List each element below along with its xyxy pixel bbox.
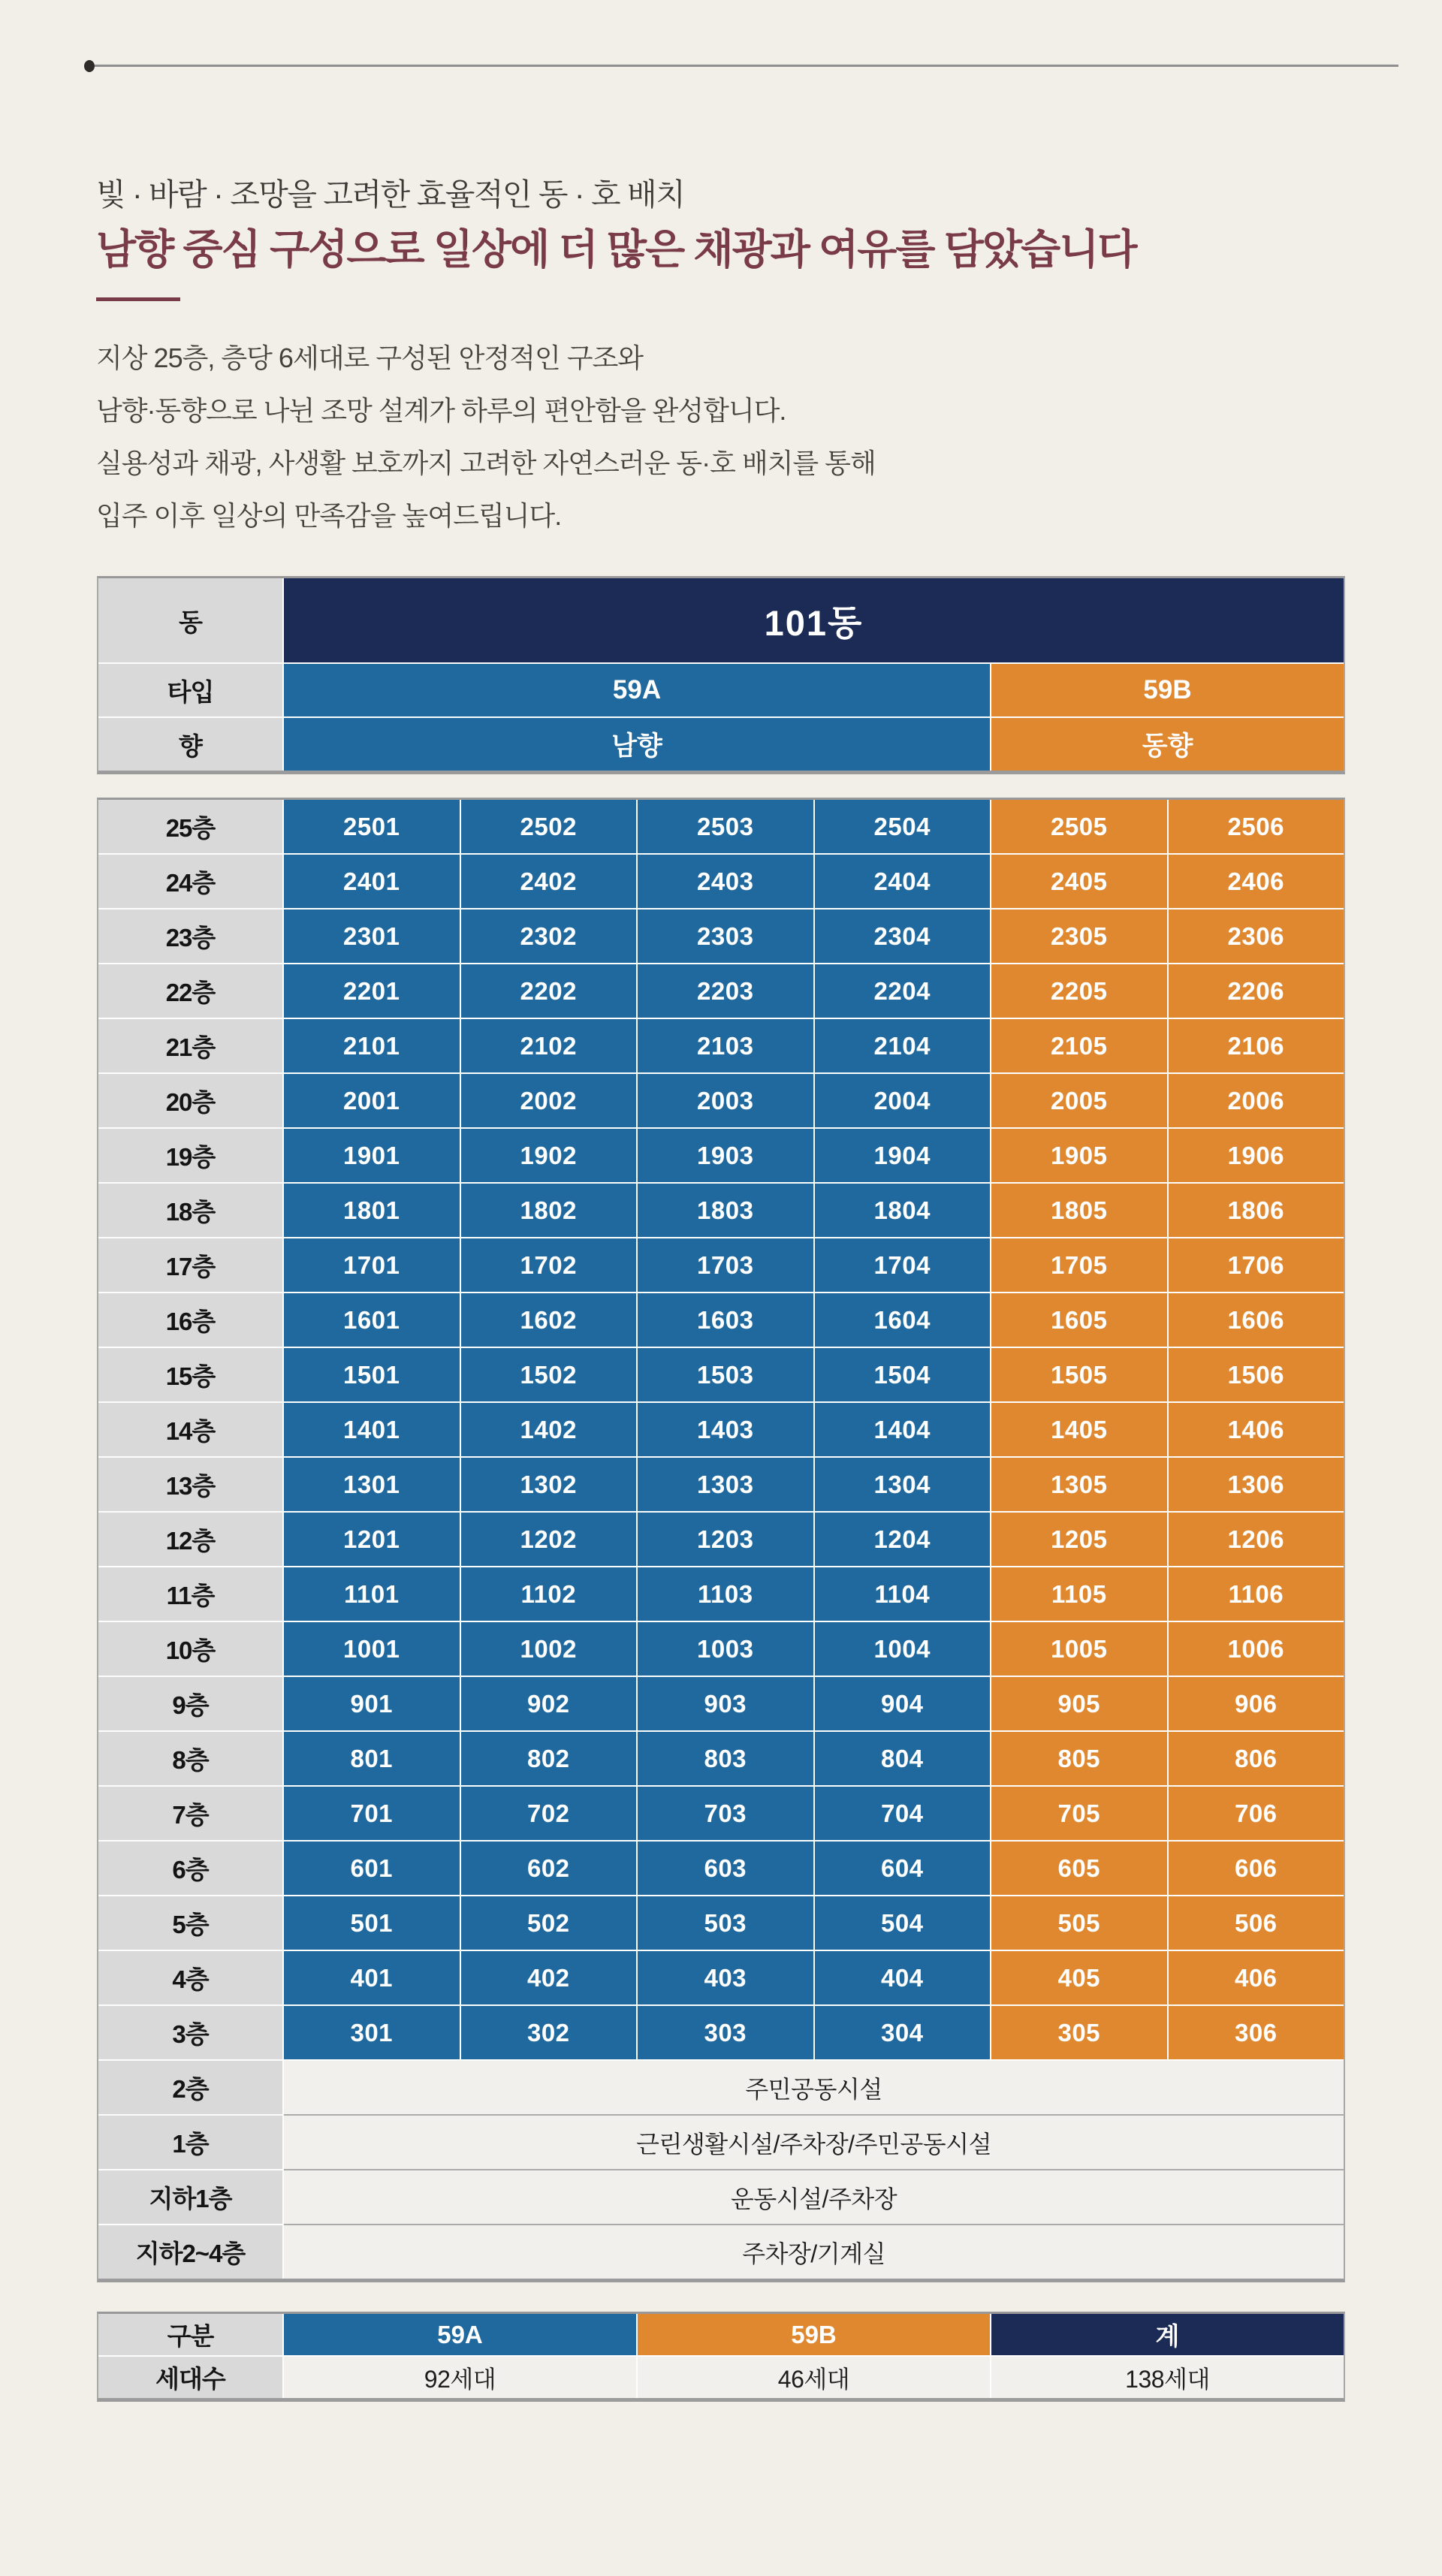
unit-cell: 903 (638, 1677, 813, 1730)
dong-row-label: 동 (98, 578, 282, 662)
floor-label: 17층 (98, 1238, 282, 1292)
count-total: 138세대 (991, 2357, 1344, 2398)
unit-cell: 1601 (284, 1293, 460, 1347)
unit-cell: 1003 (638, 1622, 813, 1676)
floor-label: 5층 (98, 1896, 282, 1950)
unit-cell: 2206 (1169, 964, 1344, 1018)
unit-cell: 1702 (461, 1238, 637, 1292)
unit-cell: 705 (991, 1787, 1167, 1840)
unit-cell: 1504 (815, 1348, 991, 1401)
unit-cell: 2301 (284, 909, 460, 963)
floor-label: 25층 (98, 800, 282, 853)
unit-cell: 1301 (284, 1458, 460, 1511)
unit-cell: 1906 (1169, 1129, 1344, 1182)
unit-cell: 1101 (284, 1567, 460, 1621)
unit-cell: 1803 (638, 1184, 813, 1237)
count-59b: 46세대 (638, 2357, 990, 2398)
floor-label: 22층 (98, 964, 282, 1018)
unit-cell: 1404 (815, 1403, 991, 1456)
unit-cell: 806 (1169, 1732, 1344, 1785)
unit-cell: 2103 (638, 1019, 813, 1072)
unit-cell: 605 (991, 1842, 1167, 1895)
unit-cell: 703 (638, 1787, 813, 1840)
unit-cell: 2503 (638, 800, 813, 853)
unit-cell: 406 (1169, 1951, 1344, 2004)
unit-cell: 1701 (284, 1238, 460, 1292)
unit-cell: 701 (284, 1787, 460, 1840)
unit-cell: 1005 (991, 1622, 1167, 1676)
unit-cell: 301 (284, 2006, 460, 2059)
unit-cell: 2506 (1169, 800, 1344, 853)
unit-cell: 1303 (638, 1458, 813, 1511)
unit-cell: 1805 (991, 1184, 1167, 1237)
unit-cell: 401 (284, 1951, 460, 2004)
unit-cell: 802 (461, 1732, 637, 1785)
unit-cell: 2403 (638, 855, 813, 908)
unit-cell: 1806 (1169, 1184, 1344, 1237)
facility-value: 주차장/기계실 (284, 2225, 1344, 2279)
unit-cell: 2205 (991, 964, 1167, 1018)
facility-value: 운동시설/주차장 (284, 2170, 1344, 2224)
facility-value: 주민공동시설 (284, 2061, 1344, 2114)
unit-cell: 2202 (461, 964, 637, 1018)
unit-cell: 603 (638, 1842, 813, 1895)
floor-label: 8층 (98, 1732, 282, 1785)
unit-cell: 2401 (284, 855, 460, 908)
unit-cell: 1001 (284, 1622, 460, 1676)
unit-cell: 1405 (991, 1403, 1167, 1456)
unit-cell: 805 (991, 1732, 1167, 1785)
unit-cell: 1604 (815, 1293, 991, 1347)
unit-cell: 1402 (461, 1403, 637, 1456)
unit-cell: 1004 (815, 1622, 991, 1676)
unit-cell: 1206 (1169, 1513, 1344, 1566)
title-divider (96, 297, 180, 301)
description-line: 실용성과 채광, 사생활 보호까지 고려한 자연스러운 동·호 배치를 통해 (96, 448, 876, 478)
floor-label: 지하1층 (98, 2170, 282, 2224)
unit-cell: 504 (815, 1896, 991, 1950)
unit-cell: 1706 (1169, 1238, 1344, 1292)
unit-cell: 804 (815, 1732, 991, 1785)
unit-cell: 803 (638, 1732, 813, 1785)
unit-cell: 503 (638, 1896, 813, 1950)
unit-cell: 1305 (991, 1458, 1167, 1511)
building-header-table (97, 576, 1345, 774)
unit-cell: 1302 (461, 1458, 637, 1511)
unit-cell: 1502 (461, 1348, 637, 1401)
unit-cell: 706 (1169, 1787, 1344, 1840)
unit-cell: 1606 (1169, 1293, 1344, 1347)
summary-col-59a: 59A (284, 2314, 636, 2355)
type-59a: 59A (284, 664, 990, 716)
facility-value: 근린생활시설/주차장/주민공동시설 (284, 2116, 1344, 2169)
unit-cell: 2204 (815, 964, 991, 1018)
unit-cell: 2005 (991, 1074, 1167, 1127)
floor-label: 23층 (98, 909, 282, 963)
unit-cell: 2006 (1169, 1074, 1344, 1127)
unit-cell: 2101 (284, 1019, 460, 1072)
unit-cell: 801 (284, 1732, 460, 1785)
unit-cell: 1902 (461, 1129, 637, 1182)
unit-cell: 2306 (1169, 909, 1344, 963)
unit-cell: 1605 (991, 1293, 1167, 1347)
floor-label: 15층 (98, 1348, 282, 1401)
unit-cell: 1403 (638, 1403, 813, 1456)
unit-cell: 1201 (284, 1513, 460, 1566)
unit-cell: 1105 (991, 1567, 1167, 1621)
unit-cell: 1104 (815, 1567, 991, 1621)
unit-cell: 404 (815, 1951, 991, 2004)
unit-cell: 1103 (638, 1567, 813, 1621)
unit-cell: 601 (284, 1842, 460, 1895)
unit-cell: 303 (638, 2006, 813, 2059)
unit-cell: 704 (815, 1787, 991, 1840)
unit-cell: 901 (284, 1677, 460, 1730)
description-line: 지상 25층, 층당 6세대로 구성된 안정적인 구조와 (96, 342, 644, 373)
unit-cell: 2201 (284, 964, 460, 1018)
unit-count-summary-table (97, 2312, 1345, 2402)
unit-cell: 1905 (991, 1129, 1167, 1182)
unit-cell: 1304 (815, 1458, 991, 1511)
floor-label: 20층 (98, 1074, 282, 1127)
unit-cell: 1506 (1169, 1348, 1344, 1401)
unit-cell: 506 (1169, 1896, 1344, 1950)
summary-row-label: 세대수 (98, 2357, 282, 2398)
unit-cell: 2501 (284, 800, 460, 853)
summary-col-total: 계 (991, 2314, 1344, 2355)
bullet-dot-icon (84, 60, 95, 72)
description-line: 남향·동향으로 나뉜 조망 설계가 하루의 편안함을 완성합니다. (96, 395, 786, 426)
unit-cell: 602 (461, 1842, 637, 1895)
unit-cell: 2404 (815, 855, 991, 908)
unit-cell: 1401 (284, 1403, 460, 1456)
unit-cell: 1804 (815, 1184, 991, 1237)
rule-line (95, 65, 1398, 67)
floor-label: 24층 (98, 855, 282, 908)
summary-header-label: 구분 (98, 2314, 282, 2355)
direction-row-label: 향 (98, 718, 282, 771)
count-59a: 92세대 (284, 2357, 636, 2398)
unit-cell: 1602 (461, 1293, 637, 1347)
section-title: 남향 중심 구성으로 일상에 더 많은 채광과 여유를 담았습니다 (96, 226, 1136, 273)
unit-cell: 2303 (638, 909, 813, 963)
unit-cell: 1006 (1169, 1622, 1344, 1676)
unit-cell: 2304 (815, 909, 991, 963)
unit-cell: 1603 (638, 1293, 813, 1347)
unit-cell: 305 (991, 2006, 1167, 2059)
unit-cell: 2001 (284, 1074, 460, 1127)
unit-cell: 306 (1169, 2006, 1344, 2059)
unit-cell: 304 (815, 2006, 991, 2059)
floor-label: 12층 (98, 1513, 282, 1566)
floor-label: 6층 (98, 1842, 282, 1895)
unit-cell: 2305 (991, 909, 1167, 963)
floor-label: 16층 (98, 1293, 282, 1347)
unit-cell: 1204 (815, 1513, 991, 1566)
unit-cell: 2406 (1169, 855, 1344, 908)
unit-cell: 606 (1169, 1842, 1344, 1895)
unit-cell: 2105 (991, 1019, 1167, 1072)
type-row-label: 타입 (98, 664, 282, 716)
unit-cell: 902 (461, 1677, 637, 1730)
unit-cell: 1503 (638, 1348, 813, 1401)
floor-unit-table (97, 798, 1345, 2282)
unit-cell: 1202 (461, 1513, 637, 1566)
unit-cell: 505 (991, 1896, 1167, 1950)
floor-label: 19층 (98, 1129, 282, 1182)
floor-label: 1층 (98, 2116, 282, 2169)
floor-label: 13층 (98, 1458, 282, 1511)
floor-label: 11층 (98, 1567, 282, 1621)
floor-label: 9층 (98, 1677, 282, 1730)
unit-cell: 402 (461, 1951, 637, 2004)
floor-label: 3층 (98, 2006, 282, 2059)
section-description (96, 332, 876, 542)
description-line: 입주 이후 일상의 만족감을 높여드립니다. (96, 500, 562, 531)
unit-cell: 1802 (461, 1184, 637, 1237)
unit-cell: 2302 (461, 909, 637, 963)
unit-cell: 2502 (461, 800, 637, 853)
unit-cell: 1901 (284, 1129, 460, 1182)
floor-label: 14층 (98, 1403, 282, 1456)
unit-cell: 1801 (284, 1184, 460, 1237)
direction-east: 동향 (991, 718, 1344, 771)
unit-cell: 905 (991, 1677, 1167, 1730)
summary-col-59b: 59B (638, 2314, 990, 2355)
unit-cell: 403 (638, 1951, 813, 2004)
unit-cell: 2505 (991, 800, 1167, 853)
unit-cell: 1904 (815, 1129, 991, 1182)
floor-label: 10층 (98, 1622, 282, 1676)
unit-cell: 2402 (461, 855, 637, 908)
unit-cell: 2106 (1169, 1019, 1344, 1072)
unit-cell: 1703 (638, 1238, 813, 1292)
unit-cell: 2102 (461, 1019, 637, 1072)
unit-cell: 1501 (284, 1348, 460, 1401)
unit-cell: 1205 (991, 1513, 1167, 1566)
floor-label: 지하2~4층 (98, 2225, 282, 2279)
unit-cell: 1705 (991, 1238, 1167, 1292)
unit-cell: 702 (461, 1787, 637, 1840)
unit-cell: 1102 (461, 1567, 637, 1621)
top-rule (84, 60, 1398, 72)
unit-cell: 2203 (638, 964, 813, 1018)
unit-cell: 2003 (638, 1074, 813, 1127)
floor-label: 2층 (98, 2061, 282, 2114)
unit-cell: 2504 (815, 800, 991, 853)
unit-cell: 2405 (991, 855, 1167, 908)
unit-cell: 1406 (1169, 1403, 1344, 1456)
type-59b: 59B (991, 664, 1344, 716)
dong-value: 101동 (284, 578, 1344, 662)
unit-cell: 2104 (815, 1019, 991, 1072)
unit-cell: 1306 (1169, 1458, 1344, 1511)
floor-label: 21층 (98, 1019, 282, 1072)
floor-label: 4층 (98, 1951, 282, 2004)
unit-cell: 1002 (461, 1622, 637, 1676)
unit-cell: 1903 (638, 1129, 813, 1182)
unit-cell: 1106 (1169, 1567, 1344, 1621)
unit-cell: 906 (1169, 1677, 1344, 1730)
unit-cell: 1505 (991, 1348, 1167, 1401)
unit-cell: 502 (461, 1896, 637, 1950)
unit-cell: 904 (815, 1677, 991, 1730)
unit-cell: 604 (815, 1842, 991, 1895)
unit-cell: 1203 (638, 1513, 813, 1566)
floor-label: 18층 (98, 1184, 282, 1237)
direction-south: 남향 (284, 718, 990, 771)
unit-cell: 2004 (815, 1074, 991, 1127)
unit-cell: 501 (284, 1896, 460, 1950)
unit-cell: 302 (461, 2006, 637, 2059)
unit-cell: 405 (991, 1951, 1167, 2004)
floor-label: 7층 (98, 1787, 282, 1840)
unit-cell: 2002 (461, 1074, 637, 1127)
unit-cell: 1704 (815, 1238, 991, 1292)
section-eyebrow: 빛 · 바람 · 조망을 고려한 효율적인 동 · 호 배치 (96, 177, 685, 212)
